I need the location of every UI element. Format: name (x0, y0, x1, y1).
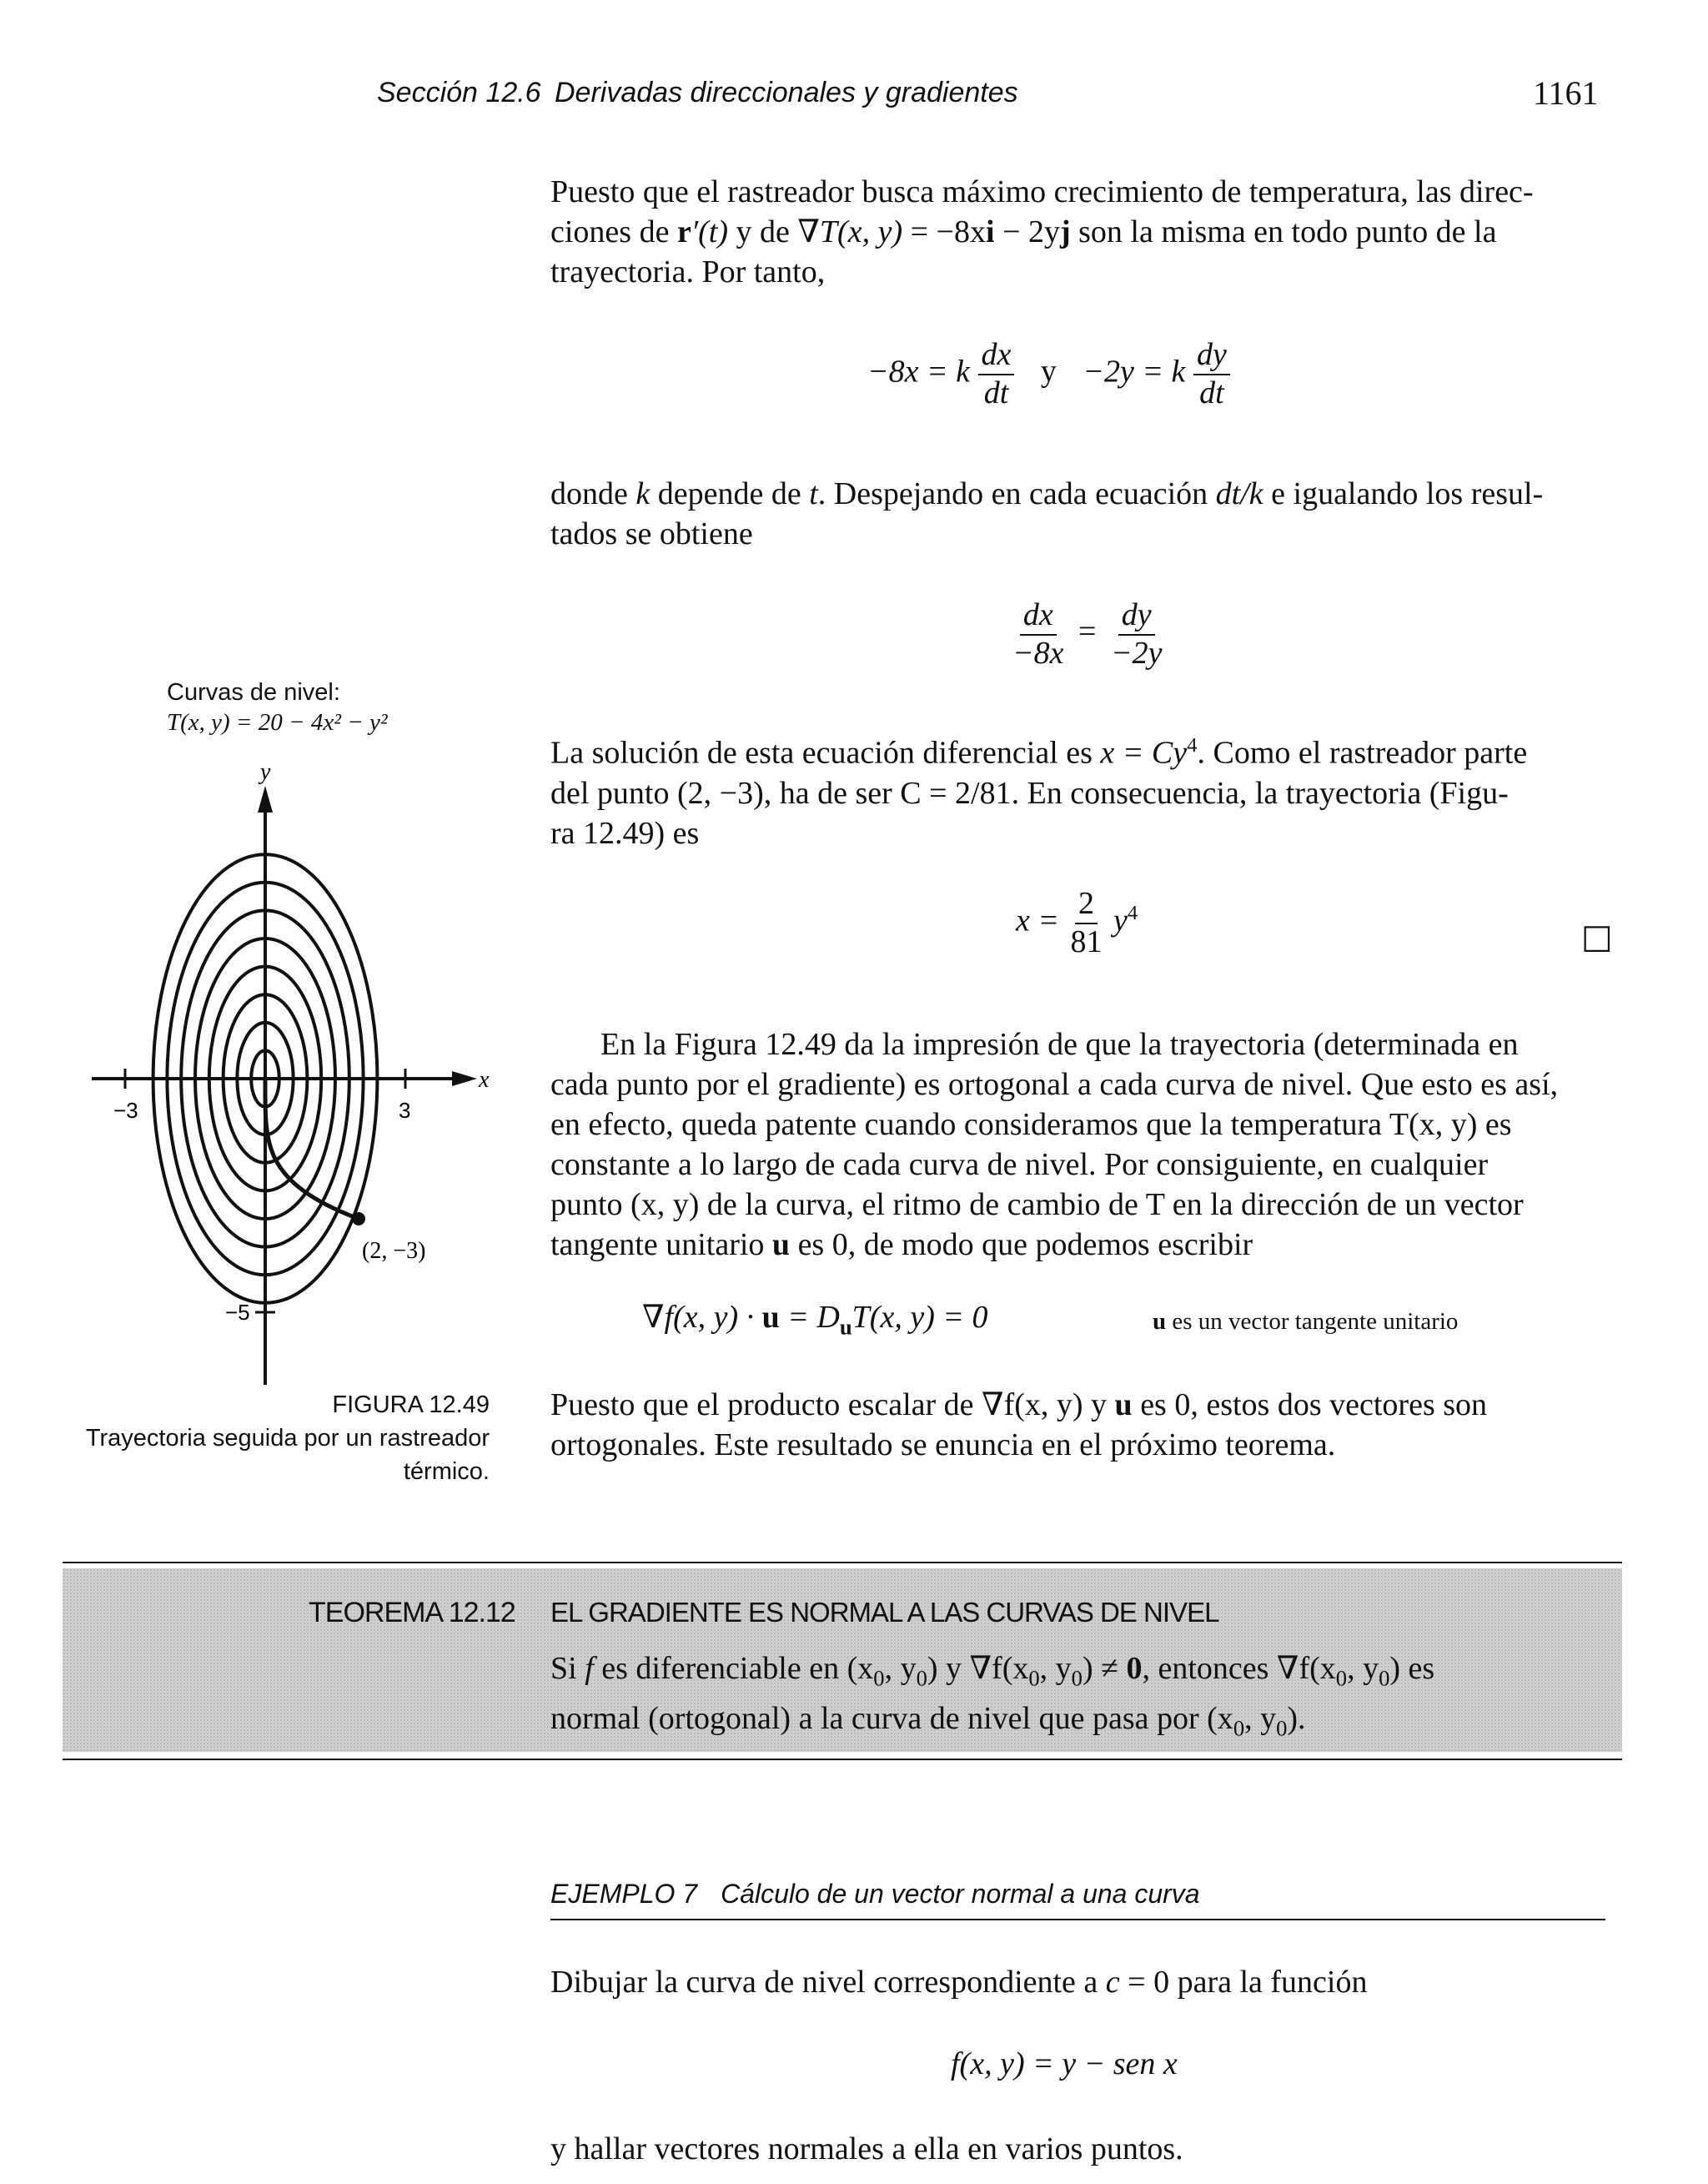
tick-label-3: 3 (399, 1098, 411, 1123)
example-rule (550, 1919, 1605, 1920)
example-line-2: y hallar vectores normales a ella en varios puntos. (550, 2131, 1183, 2166)
theorem-title: EL GRADIENTE ES NORMAL A LAS CURVAS DE NIVEL (550, 1597, 1219, 1628)
example-line-1: Dibujar la curva de nivel correspondiente a c = 0 para la función (550, 1965, 1368, 2000)
example-heading: EJEMPLO 7 Cálculo de un vector normal a una curva (550, 1879, 1200, 1909)
page-number: 1161 (1533, 74, 1599, 112)
theorem-label: TEOREMA 12.12 (309, 1597, 515, 1628)
x-axis-label: x (479, 1067, 490, 1093)
y-axis-label: y (260, 759, 271, 785)
paragraph-5: Puesto que el producto escalar de ∇f(x, y) y u es 0, estos dos vectores son ortogonales. Este resultado se enuncia en el próximo teorema. (550, 1387, 1488, 1462)
equation-1: −8x = k $\frac{dx}{dt}$ y −2y = k $\frac{dy}{dt}$ (867, 337, 1230, 411)
equation-4-note: u es un vector tangente unitario (1153, 1308, 1459, 1335)
paragraph-4: En la Figura 12.49 da la impresión de que la trayectoria (determinada en cada punto por el gradiente) es ortogonal a cada curva de nivel. Que esto es así, en efecto, queda patente cuando consideramos que la temperatura T(x, y) es constante a lo largo de cada curva de nivel. Por consiguiente, en cualquier punto (x, y) de la curva, el ritmo de cambio de T en la dirección de un vector tangente unitario u es 0, de modo que podemos escribir (550, 1027, 1559, 1262)
running-title: Derivadas direccionales y gradientes (555, 77, 1018, 108)
theorem-rule-bottom (63, 1759, 1622, 1760)
equation-2: $\frac{dx}{-8x}$ = $\frac{dy}{-2y}$ (1012, 597, 1163, 671)
equation-4: ∇f(x, $y) \cdot u = D_uT(x$, y) = 0 (642, 1300, 988, 1340)
start-point (352, 1212, 365, 1225)
x-axis-arrow (452, 1071, 477, 1086)
qed-box: □ (1581, 918, 1613, 956)
example-equation: f(x, y) = y − sen x (951, 2046, 1178, 2081)
theorem-rule-top (63, 1562, 1622, 1563)
paragraph-2: donde k depende de t. Despejando en cada ecuación dt/k e igualando los resul- tados se obtiene (550, 476, 1544, 551)
theorem-statement: Si f es diferenciable en ($x_0$, $y_0$) y $\nabla f(x_0$, $y_0) \ne 0$, entonces $\nabla f(x_0$, $y_0$) es normal (ortogonal) a la curva de nivel que pasa por ($x_0$, $y_0$). (550, 1651, 1435, 1741)
tick-label-neg3: −3 (113, 1098, 138, 1123)
equation-3: x = $\frac{2}{81}$ $y^4$ (1016, 886, 1138, 959)
y-axis-arrow (258, 786, 273, 813)
paragraph-1: Puesto que el rastreador busca máximo crecimiento de temperatura, las direc- ciones de r′(t) y de ∇T(x, y) = −8xi − 2yj son la misma en todo punto de la trayectoria. Por tanto, (550, 174, 1534, 289)
figure-caption: FIGURA 12.49 Trayectoria seguida por un rastreador térmico. (85, 1391, 490, 1485)
tick-label-neg5: −5 (225, 1300, 250, 1325)
paragraph-3: La solución de esta ecuación diferencial es $x = Cy^4$. Como el rastreador parte del punto (2, −3), ha de ser C = 2/81. En consecuencia, la trayectoria (Figu- ra 12.49) es (550, 734, 1528, 851)
level-curves-figure (67, 751, 500, 1401)
point-label: (2, −3) (362, 1238, 426, 1264)
section-label: Sección 12.6 (377, 77, 541, 108)
figure-title: Curvas de nivel: T(x, y) = 20 − 4x² − y² (167, 679, 388, 736)
